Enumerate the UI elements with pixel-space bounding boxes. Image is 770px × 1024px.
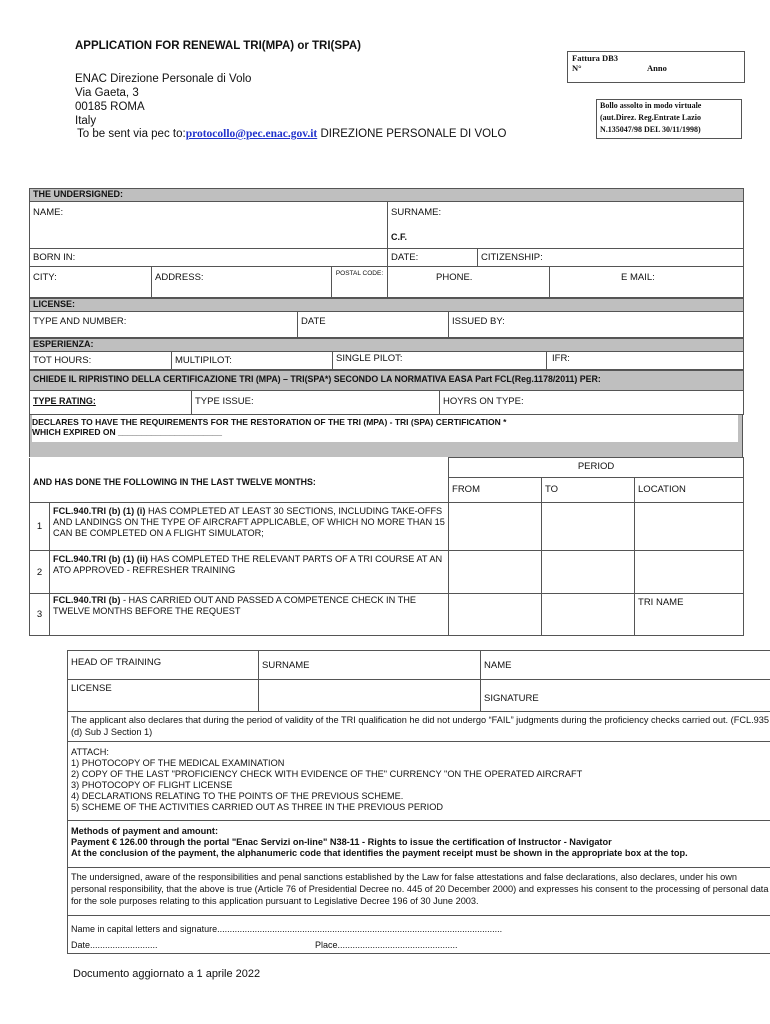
to-label: TO xyxy=(545,484,559,495)
license-table xyxy=(29,298,744,338)
row-ref: FCL.940.TRI (b) (1) (ii) xyxy=(53,554,148,564)
address-line: 00185 ROMA xyxy=(75,101,145,113)
phone-label: PHONE. xyxy=(436,272,473,283)
payment-title: Methods of payment and amount: xyxy=(71,826,218,836)
type-number-field[interactable] xyxy=(30,312,298,338)
bollo-line: N.135047/98 DEL 30/11/1998) xyxy=(600,125,701,134)
postal-code-label: POSTAL CODE: xyxy=(335,270,384,277)
type-number-label: TYPE AND NUMBER: xyxy=(33,316,127,327)
type-issue-field[interactable] xyxy=(192,391,440,415)
declaration-text[interactable] xyxy=(32,415,738,442)
request-table xyxy=(29,370,744,415)
row-from-cell[interactable] xyxy=(449,503,542,551)
hot-name-field[interactable] xyxy=(481,651,770,680)
page-title: APPLICATION FOR RENEWAL TRI(MPA) or TRI(SPA) xyxy=(75,40,361,52)
issued-by-label: ISSUED BY: xyxy=(452,316,505,327)
license-date-field[interactable] xyxy=(298,312,449,338)
location-label: LOCATION xyxy=(638,484,686,495)
head-training-field[interactable] xyxy=(68,651,259,680)
birth-date-field[interactable] xyxy=(388,249,478,267)
issued-by-field[interactable] xyxy=(449,312,744,338)
row-description xyxy=(50,551,449,594)
activity-row xyxy=(30,551,744,594)
period-header: PERIOD xyxy=(449,458,744,478)
declaration-band xyxy=(29,415,743,457)
born-in-label: BORN IN: xyxy=(33,252,76,263)
row-ref: FCL.940.TRI (b) xyxy=(53,595,121,605)
head-training-label: HEAD OF TRAINING xyxy=(71,657,162,668)
single-pilot-label: SINGLE PILOT: xyxy=(336,353,403,364)
row-text: HAS COMPLETED AT LEAST 30 SECTIONS, INCLUDING TAKE-OFFS AND LANDINGS ON THE TYPE OF AIRCRAFT APPLICABLE, OF WHICH NO MORE THAN 15 CAN BE COMPLETED ON A FLIGHT SIMULATOR; xyxy=(53,506,445,538)
hot-signature-label: SIGNATURE xyxy=(484,693,539,704)
experience-table xyxy=(29,338,744,370)
citizenship-label: CITIZENSHIP: xyxy=(481,252,543,263)
hot-license-value[interactable] xyxy=(259,680,481,712)
cf-label: C.F. xyxy=(391,232,408,242)
done-heading-cell xyxy=(30,458,449,503)
payment-line: Payment € 126.00 through the portal "Enac Servizi on-line" N38-11 - Rights to issue the certification of Instructor - Navigator xyxy=(71,837,612,847)
section-esperienza: ESPERIENZA: xyxy=(30,339,744,352)
city-label: CITY: xyxy=(33,272,57,283)
done-heading: AND HAS DONE THE FOLLOWING IN THE LAST TWELVE MONTHS: xyxy=(33,476,316,487)
fattura-title: Fattura DB3 xyxy=(572,53,619,63)
single-pilot-field[interactable] xyxy=(333,352,547,370)
document-footer: Documento aggiornato a 1 aprile 2022 xyxy=(73,968,261,980)
hot-license-label: LICENSE xyxy=(71,683,112,694)
row-from-cell[interactable] xyxy=(449,594,542,636)
birth-date-label: DATE: xyxy=(391,252,419,263)
hours-on-type-label: HOYRS ON TYPE: xyxy=(443,396,524,407)
row-to-cell[interactable] xyxy=(542,594,635,636)
type-rating-field[interactable] xyxy=(30,391,192,415)
request-heading: CHIEDE IL RIPRISTINO DELLA CERTIFICAZIONE TRI (MPA) – TRI(SPA*) SECONDO LA NORMATIVA EASA Part FCL(Reg.1178/2011) PER: xyxy=(30,371,744,391)
attach-title: ATTACH: xyxy=(71,747,109,757)
bollo-box xyxy=(596,99,742,139)
activity-row xyxy=(30,503,744,551)
hot-surname-field[interactable] xyxy=(259,651,481,680)
multipilot-label: MULTIPILOT: xyxy=(175,355,232,366)
type-issue-label: TYPE ISSUE: xyxy=(195,396,254,407)
city-field[interactable] xyxy=(30,267,152,298)
address-label: ADDRESS: xyxy=(155,272,204,283)
hours-on-type-field[interactable] xyxy=(440,391,744,415)
row-description xyxy=(50,503,449,551)
type-rating-label: TYPE RATING: xyxy=(33,396,96,406)
row-from-cell[interactable] xyxy=(449,551,542,594)
citizenship-field[interactable] xyxy=(478,249,744,267)
attach-item: 5) SCHEME OF THE ACTIVITIES CARRIED OUT AS THREE IN THE PREVIOUS PERIOD xyxy=(71,802,443,812)
declares-line2: WHICH EXPIRED ON ______________________ xyxy=(32,427,222,437)
pec-email-link[interactable]: protocollo@pec.enac.gov.it xyxy=(185,128,318,140)
row-location-cell[interactable] xyxy=(635,551,744,594)
fattura-year-label: Anno xyxy=(647,63,667,73)
address-field[interactable] xyxy=(152,267,332,298)
address-line: ENAC Direzione Personale di Volo xyxy=(75,73,252,85)
ifr-field[interactable] xyxy=(547,352,744,370)
section-undersigned: THE UNDERSIGNED: xyxy=(30,189,744,202)
bollo-line: (aut.Direz. Reg.Entrate Lazio xyxy=(600,113,701,122)
activity-table xyxy=(29,457,744,636)
row-text: - HAS CARRIED OUT AND PASSED A COMPETENCE CHECK IN THE TWELVE MONTHS BEFORE THE REQUEST xyxy=(53,595,416,616)
from-header xyxy=(449,478,542,503)
tot-hours-label: TOT HOURS: xyxy=(33,355,92,366)
tri-name-label: TRI NAME xyxy=(638,597,684,608)
row-description xyxy=(50,594,449,636)
to-header xyxy=(542,478,635,503)
applicant-declaration: The applicant also declares that during the period of validity of the TRI qualification he did not undergo “FAIL” judgments during the proficiency checks carried out. (FCL.935 (d) Sub J Section 1) xyxy=(68,712,770,742)
head-of-training-table xyxy=(67,650,770,954)
section-license: LICENSE: xyxy=(30,299,744,312)
row-ref: FCL.940.TRI (b) (1) (i) xyxy=(53,506,146,516)
ifr-label: IFR: xyxy=(552,353,570,364)
hot-surname-label: SURNAME xyxy=(262,660,310,671)
row-number: 1 xyxy=(30,503,50,551)
applicant-form xyxy=(29,188,743,636)
address-line: Via Gaeta, 3 xyxy=(75,87,139,99)
email-field[interactable] xyxy=(550,267,744,298)
payment-line: At the conclusion of the payment, the alphanumeric code that identifies the payment receipt must be shown in the appropriate box at the top. xyxy=(71,848,688,858)
email-label: E MAIL: xyxy=(621,272,655,283)
consent-declaration: The undersigned, aware of the responsibilities and penal sanctions established by the Law for false attestations and false declarations, also declares, under his own personal responsibility, that the above is true (Article 76 of Presidential Decree no. 445 of 20 December 2000) and expresses his consent to the processing of personal data for the sole purposes relating to this application pursuant to Legislative Decree 196 of 30 June 2003. xyxy=(68,868,770,916)
fattura-box[interactable] xyxy=(567,51,745,83)
pec-suffix: DIREZIONE PERSONALE DI VOLO xyxy=(320,128,507,140)
row-text: HAS COMPLETED THE RELEVANT PARTS OF A TRI COURSE AT AN ATO APPROVED - REFRESHER TRAINING xyxy=(53,554,443,575)
tri-name-cell[interactable] xyxy=(635,594,744,636)
tot-hours-field[interactable] xyxy=(30,352,172,370)
surname-field[interactable] xyxy=(388,202,744,249)
from-label: FROM xyxy=(452,484,480,495)
surname-label: SURNAME: xyxy=(391,207,442,218)
pec-prefix: To be sent via pec to: xyxy=(77,128,186,140)
attach-item: 4) DECLARATIONS RELATING TO THE POINTS OF THE PREVIOUS SCHEME. xyxy=(71,791,404,801)
activity-row xyxy=(30,594,744,636)
date-line: Date........................... xyxy=(71,940,158,950)
name-signature-line: Name in capital letters and signature.................................................................................................................. xyxy=(71,924,503,934)
row-to-cell[interactable] xyxy=(542,551,635,594)
row-number: 3 xyxy=(30,594,50,636)
signature-block[interactable] xyxy=(68,916,770,954)
row-to-cell[interactable] xyxy=(542,503,635,551)
name-label: NAME: xyxy=(33,207,64,218)
bollo-line: Bollo assolto in modo virtuale xyxy=(600,101,702,110)
multipilot-field[interactable] xyxy=(172,352,333,370)
attach-block xyxy=(68,742,770,821)
postal-code-field[interactable] xyxy=(332,267,388,298)
name-field[interactable] xyxy=(30,202,388,249)
payment-block xyxy=(68,821,770,868)
row-location-cell[interactable] xyxy=(635,503,744,551)
phone-field[interactable] xyxy=(388,267,550,298)
attach-item: 1) PHOTOCOPY OF THE MEDICAL EXAMINATION xyxy=(71,758,285,768)
address-block xyxy=(75,72,251,128)
hot-name-label: NAME xyxy=(484,660,512,671)
hot-signature-field[interactable] xyxy=(481,680,770,712)
hot-license-field[interactable] xyxy=(68,680,259,712)
address-line: Italy xyxy=(75,115,97,127)
pec-line xyxy=(77,128,506,140)
attach-item: 3) PHOTOCOPY OF FLIGHT LICENSE xyxy=(71,780,233,790)
attach-item: 2) COPY OF THE LAST "PROFICIENCY CHECK WITH EVIDENCE OF THE" CURRENCY "ON THE OPERATED AIRCRAFT xyxy=(71,769,583,779)
personal-data-table xyxy=(29,188,744,298)
row-number: 2 xyxy=(30,551,50,594)
license-date-label: DATE xyxy=(301,316,326,327)
location-header xyxy=(635,478,744,503)
declares-line1: DECLARES TO HAVE THE REQUIREMENTS FOR THE RESTORATION OF THE TRI (MPA) - TRI (SPA) CERTIFICATION * xyxy=(32,417,507,427)
lower-section xyxy=(67,650,770,954)
born-in-field[interactable] xyxy=(30,249,388,267)
place-line: Place................................................ xyxy=(315,940,458,950)
fattura-number-label: N° xyxy=(572,63,582,73)
